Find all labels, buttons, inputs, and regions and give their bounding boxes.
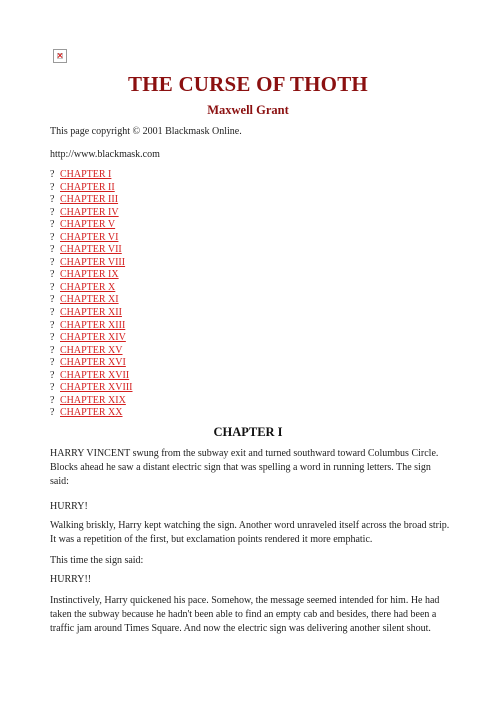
toc-item (50, 357, 133, 370)
source-url: http://www.blackmask.com (50, 149, 160, 160)
toc-bullet: ? (50, 382, 55, 394)
toc-bullet: ? (50, 269, 55, 281)
toc-link-chapter-8[interactable]: CHAPTER VIII (60, 256, 126, 268)
toc-item (50, 169, 133, 182)
toc-link-chapter-4[interactable]: CHAPTER IV (60, 206, 119, 218)
copyright-notice: This page copyright © 2001 Blackmask Online. (50, 126, 242, 137)
toc-link-chapter-14[interactable]: CHAPTER XIV (60, 332, 126, 344)
toc-item (50, 257, 133, 270)
toc-bullet: ? (50, 181, 55, 193)
toc-link-chapter-7[interactable]: CHAPTER VII (60, 244, 122, 256)
toc-item (50, 382, 133, 395)
toc-item (50, 332, 133, 345)
chapter-heading: CHAPTER I (213, 425, 283, 439)
toc-link-chapter-10[interactable]: CHAPTER X (60, 281, 116, 293)
toc-bullet: ? (50, 344, 55, 356)
toc-item (50, 232, 133, 245)
toc-link-chapter-16[interactable]: CHAPTER XVI (60, 357, 126, 369)
toc-link-chapter-13[interactable]: CHAPTER XIII (60, 319, 126, 331)
toc-item (50, 207, 133, 220)
toc-bullet: ? (50, 407, 55, 419)
toc-bullet: ? (50, 281, 55, 293)
toc-link-chapter-5[interactable]: CHAPTER V (60, 219, 116, 231)
chapter-paragraph: HURRY!! (50, 574, 92, 585)
toc-link-chapter-6[interactable]: CHAPTER VI (60, 231, 119, 243)
toc-item (50, 219, 133, 232)
toc-link-chapter-11[interactable]: CHAPTER XI (60, 294, 119, 306)
chapter-paragraph: Instinctively, Harry quickened his pace. Somehow, the message seemed intended for him. He had taken the subway because he hadn't been able to find an empty cab and besides, there had been a traffic jam around Times Square. And now the electric sign was delivering another silent shout. (50, 595, 440, 634)
toc-bullet: ? (50, 219, 55, 231)
toc-item (50, 345, 133, 358)
toc-link-chapter-20[interactable]: CHAPTER XX (60, 407, 123, 419)
toc-item (50, 244, 133, 257)
toc-link-chapter-9[interactable]: CHAPTER IX (60, 269, 119, 281)
toc-bullet: ? (50, 206, 55, 218)
toc-bullet: ? (50, 357, 55, 369)
toc-link-chapter-2[interactable]: CHAPTER II (60, 181, 115, 193)
toc-link-chapter-3[interactable]: CHAPTER III (60, 194, 119, 206)
toc-link-chapter-15[interactable]: CHAPTER XV (60, 344, 123, 356)
toc-item (50, 182, 133, 195)
toc-item (50, 320, 133, 333)
toc-item (50, 282, 133, 295)
toc-link-chapter-18[interactable]: CHAPTER XVIII (60, 382, 133, 394)
toc-bullet: ? (50, 332, 55, 344)
toc-item (50, 194, 133, 207)
toc-item (50, 395, 133, 408)
chapter-paragraph: Walking briskly, Harry kept watching the sign. Another word unraveled itself across the broad strip. It was a repetition of the first, but exclamation points rendered it more emphatic. (50, 520, 450, 545)
toc-bullet: ? (50, 307, 55, 319)
broken-image-glyph (57, 53, 63, 59)
toc-item (50, 269, 133, 282)
toc-link-chapter-12[interactable]: CHAPTER XII (60, 307, 122, 319)
toc-bullet: ? (50, 294, 55, 306)
toc-link-chapter-1[interactable]: CHAPTER I (60, 169, 112, 180)
toc-link-chapter-17[interactable]: CHAPTER XVII (60, 369, 130, 381)
book-title: THE CURSE OF THOTH (128, 72, 368, 96)
toc-bullet: ? (50, 256, 55, 268)
toc-bullet: ? (50, 244, 55, 256)
toc-bullet: ? (50, 319, 55, 331)
toc-bullet: ? (50, 231, 55, 243)
book-author: Maxwell Grant (207, 103, 289, 117)
chapter-paragraph: This time the sign said: (50, 555, 144, 566)
toc-item (50, 370, 133, 383)
toc-item (50, 407, 133, 420)
toc-bullet: ? (50, 194, 55, 206)
toc-link-chapter-19[interactable]: CHAPTER XIX (60, 394, 126, 406)
toc-item (50, 294, 133, 307)
broken-image-icon (53, 49, 67, 63)
chapter-paragraph: HARRY VINCENT swung from the subway exit and turned southward toward Columbus Circle. Blocks ahead he saw a distant electric sign that was spelling a word in running letters. The sign said: (50, 448, 439, 487)
toc-bullet: ? (50, 394, 55, 406)
table-of-contents (50, 169, 133, 420)
toc-item (50, 307, 133, 320)
chapter-paragraph: HURRY! (50, 501, 88, 512)
toc-bullet: ? (50, 369, 55, 381)
toc-bullet: ? (50, 169, 55, 180)
